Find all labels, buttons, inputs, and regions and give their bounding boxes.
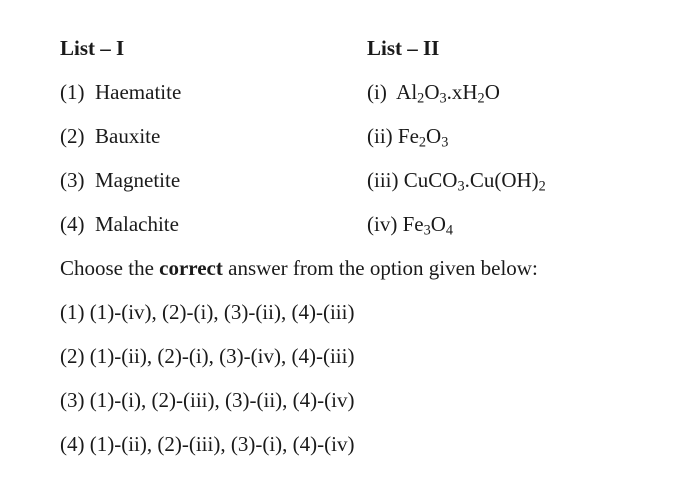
list-1-item-name: Malachite xyxy=(95,212,179,236)
question-prompt xyxy=(60,256,538,281)
list-1-item-number: (2) xyxy=(60,124,85,148)
list-2-item xyxy=(367,212,453,237)
list-1-item-name: Magnetite xyxy=(95,168,181,192)
formula-text: O xyxy=(430,212,446,236)
list-2-item xyxy=(367,124,448,149)
formula-subscript: 3 xyxy=(457,178,465,195)
prompt-emphasis: correct xyxy=(159,256,223,280)
list-1-item-number: (1) xyxy=(60,80,85,104)
formula-text: Fe xyxy=(402,212,424,236)
list-1-item-number: (4) xyxy=(60,212,85,236)
list-1-heading: List – I xyxy=(60,36,125,60)
formula-text: .Cu(OH) xyxy=(464,168,539,192)
formula-subscript: 3 xyxy=(423,222,431,239)
formula-text: O xyxy=(426,124,442,148)
formula-text: Al xyxy=(396,80,418,104)
formula-subscript: 2 xyxy=(417,90,425,107)
list-1-item-name: Haematite xyxy=(95,80,182,104)
list-1-item-name: Bauxite xyxy=(95,124,161,148)
formula-text: .xH xyxy=(446,80,478,104)
list-2-item-number: (iii) xyxy=(367,168,399,192)
list-2-item xyxy=(367,80,500,105)
formula-text: Fe xyxy=(397,124,419,148)
formula-subscript: 2 xyxy=(418,134,427,151)
formula-subscript: 2 xyxy=(538,178,546,195)
list-1-item xyxy=(60,80,181,105)
formula-text: O xyxy=(484,80,500,104)
list-1-item xyxy=(60,124,160,149)
formula-text: O xyxy=(424,80,440,104)
chemical-formula xyxy=(396,80,500,107)
prompt-text-end: answer from the option given below: xyxy=(222,256,538,280)
list-2-item-number: (ii) xyxy=(367,124,393,148)
chemical-formula xyxy=(402,212,454,239)
answer-option-3[interactable]: (3) (1)-(i), (2)-(iii), (3)-(ii), (4)-(iv) xyxy=(60,388,355,412)
prompt-text-start: Choose the xyxy=(60,256,160,280)
list-1-item xyxy=(60,212,179,237)
chemical-formula xyxy=(397,124,449,151)
formula-subscript: 4 xyxy=(445,222,454,239)
formula-subscript: 3 xyxy=(441,134,449,151)
list-2-heading: List – II xyxy=(367,36,440,60)
list-1-item xyxy=(60,168,180,193)
chemical-formula xyxy=(403,168,546,195)
list-1-item-number: (3) xyxy=(60,168,85,192)
formula-subscript: 3 xyxy=(439,90,447,107)
answer-option-2[interactable]: (2) (1)-(ii), (2)-(i), (3)-(iv), (4)-(iii) xyxy=(60,344,355,368)
answer-option-1[interactable]: (1) (1)-(iv), (2)-(i), (3)-(ii), (4)-(iii) xyxy=(60,300,355,324)
list-2-item xyxy=(367,168,546,193)
answer-option-4[interactable]: (4) (1)-(ii), (2)-(iii), (3)-(i), (4)-(iv) xyxy=(60,432,355,456)
formula-text: CuCO xyxy=(403,168,458,192)
list-2-item-number: (i) xyxy=(367,80,387,104)
list-2-item-number: (iv) xyxy=(367,212,398,236)
formula-subscript: 2 xyxy=(477,90,485,107)
